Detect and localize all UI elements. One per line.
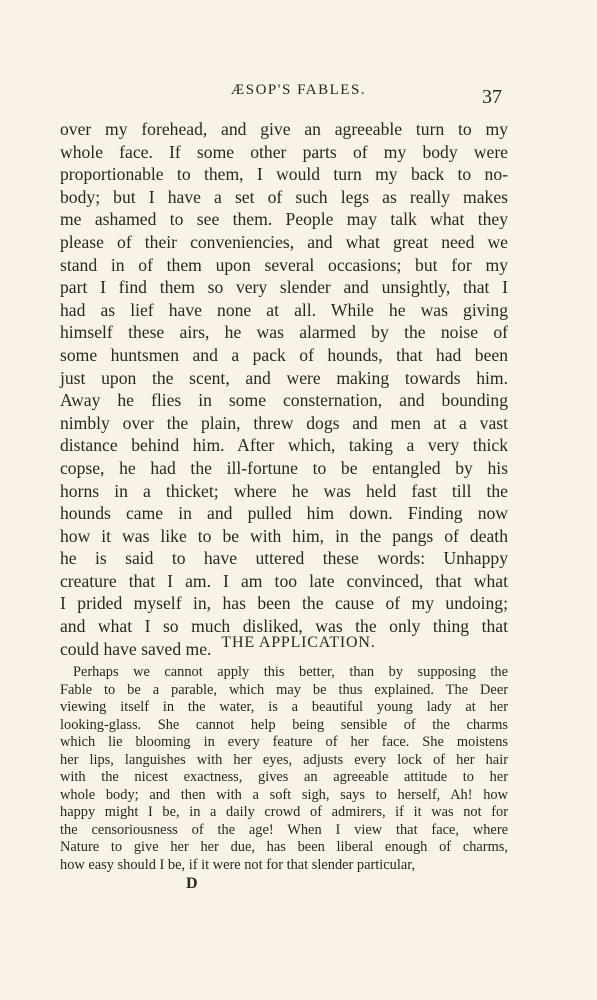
text-line: himself these airs, he was alarmed by the noise of <box>60 322 508 343</box>
text-line: some huntsmen and a pack of hounds, that had been <box>60 344 508 365</box>
fable-body-text <box>60 118 508 660</box>
text-line: please of their conveniencies, and what great need we <box>60 231 508 252</box>
application-heading: THE APPLICATION. <box>221 634 376 651</box>
text-line: Away he flies in some consternation, and bounding <box>60 390 508 411</box>
text-line: over my forehead, and give an agreeable turn to my <box>60 119 508 139</box>
signature-mark: D <box>186 875 198 892</box>
text-line: whole face. If some other parts of my body were <box>60 141 508 162</box>
application-line: how easy should I be, if it were not for that slender particular, <box>60 856 416 873</box>
application-line: looking-glass. She cannot help being sensible of the charms <box>60 716 508 733</box>
text-line: I prided myself in, has been the cause of my undoing; <box>60 593 508 614</box>
text-line: body; but I have a set of such legs as really makes <box>60 186 508 207</box>
application-line: Nature to give her her due, has been liberal enough of charms, <box>60 839 508 855</box>
application-line: whole body; and then with a soft sigh, says to herself, Ah! how <box>60 786 508 803</box>
application-line: viewing itself in the water, is a beautiful young lady at her <box>60 699 508 715</box>
running-title: ÆSOP'S FABLES. <box>230 82 367 98</box>
text-line: copse, he had the ill-fortune to be entangled by his <box>60 457 508 478</box>
text-line: me ashamed to see them. People may talk what they <box>60 209 508 230</box>
application-line: which lie blooming in every feature of her face. She moistens <box>60 734 508 750</box>
text-line: how it was like to be with him, in the pangs of death <box>60 525 508 546</box>
text-line: horns in a thicket; where he was held fast till the <box>60 480 508 501</box>
text-line: could have saved me. <box>60 638 212 659</box>
text-line: had as lief have none at all. While he was giving <box>60 299 508 320</box>
text-line: he is said to have uttered these words: Unhappy <box>60 548 508 569</box>
application-line: her lips, languishes with her eyes, adjusts every lock of her hair <box>60 751 508 768</box>
text-line: part I find them so very slender and unsightly, that I <box>60 277 508 298</box>
application-line: with the nicest exactness, gives an agreeable attitude to her <box>60 769 508 785</box>
application-line: the censoriousness of the age! When I view that face, where <box>60 821 508 838</box>
application-line: happy might I be, in a daily crowd of admirers, if it was not for <box>60 804 508 820</box>
text-line: hounds came in and pulled him down. Finding now <box>60 503 508 524</box>
text-line: proportionable to them, I would turn my back to no- <box>60 164 508 185</box>
text-line: nimbly over the plain, threw dogs and men at a vast <box>60 412 508 433</box>
text-line: distance behind him. After which, taking a very thick <box>60 435 508 456</box>
application-text <box>60 664 508 874</box>
application-line: Fable to be a parable, which may be thus explained. The Deer <box>60 681 508 698</box>
application-line: Perhaps we cannot apply this better, than by supposing the <box>73 664 508 680</box>
page-number: 37 <box>482 86 502 108</box>
text-line: just upon the scent, and were making towards him. <box>60 367 508 388</box>
text-line: creature that I am. I am too late convinced, that what <box>60 570 508 591</box>
text-line: stand in of them upon several occasions; but for my <box>60 254 508 275</box>
text-line: and what I so much disliked, was the only thing that <box>60 616 508 637</box>
